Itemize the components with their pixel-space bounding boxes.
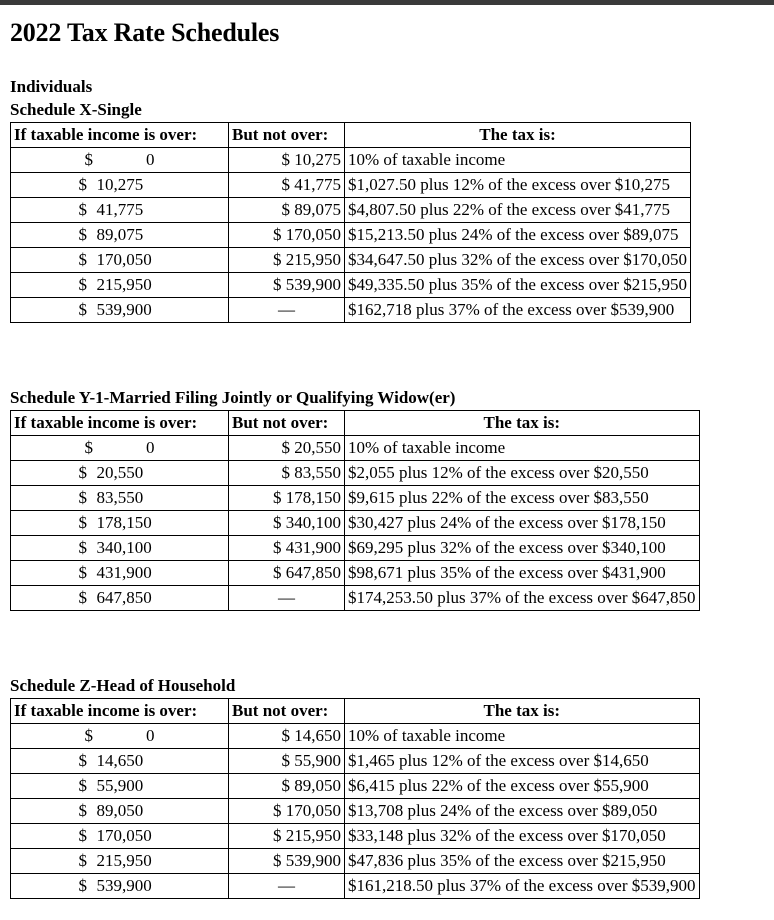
table-row <box>11 148 691 173</box>
income-over-cell <box>11 774 229 799</box>
header-tax: The tax is: <box>345 411 700 436</box>
table-row <box>11 173 691 198</box>
tax-cell: $4,807.50 plus 22% of the excess over $41,775 <box>345 198 691 223</box>
schedule-title: Schedule X-Single <box>10 100 142 119</box>
income-over-cell <box>11 799 229 824</box>
income-over-amount: 170,050 <box>96 250 152 269</box>
currency-symbol: $ <box>78 175 87 194</box>
income-over-amount: 178,150 <box>96 513 152 532</box>
header-not-over: But not over: <box>229 123 345 148</box>
not-over-cell: $ 431,900 <box>229 536 345 561</box>
tax-cell: $13,708 plus 24% of the excess over $89,050 <box>345 799 700 824</box>
tax-cell: $98,671 plus 35% of the excess over $431,900 <box>345 561 700 586</box>
income-over-cell <box>11 461 229 486</box>
not-over-cell: $ 41,775 <box>229 173 345 198</box>
currency-symbol: $ <box>78 801 87 820</box>
not-over-cell: — <box>229 586 345 611</box>
currency-symbol: $ <box>78 275 87 294</box>
table-row <box>11 223 691 248</box>
tax-cell: 10% of taxable income <box>345 148 691 173</box>
tax-cell: $47,836 plus 35% of the excess over $215,950 <box>345 849 700 874</box>
income-over-amount: 0 <box>146 150 155 169</box>
currency-symbol: $ <box>78 513 87 532</box>
not-over-cell: $ 215,950 <box>229 824 345 849</box>
currency-symbol: $ <box>78 538 87 557</box>
income-over-amount: 20,550 <box>96 463 144 482</box>
currency-symbol: $ <box>78 225 87 244</box>
header-tax: The tax is: <box>345 699 700 724</box>
table-row <box>11 561 700 586</box>
section-label: Individuals <box>10 77 93 96</box>
table-row <box>11 461 700 486</box>
currency-symbol: $ <box>84 726 93 745</box>
tax-cell: 10% of taxable income <box>345 724 700 749</box>
currency-symbol: $ <box>84 150 93 169</box>
income-over-amount: 539,900 <box>96 876 152 895</box>
header-not-over: But not over: <box>229 699 345 724</box>
tax-cell: $174,253.50 plus 37% of the excess over $647,850 <box>345 586 700 611</box>
table-row <box>11 849 700 874</box>
income-over-cell <box>11 561 229 586</box>
header-not-over: But not over: <box>229 411 345 436</box>
not-over-cell: $ 539,900 <box>229 273 345 298</box>
currency-symbol: $ <box>78 300 87 319</box>
not-over-cell: $ 340,100 <box>229 511 345 536</box>
income-over-cell <box>11 511 229 536</box>
schedule-table <box>10 698 700 899</box>
not-over-cell: $ 89,050 <box>229 774 345 799</box>
table-row <box>11 799 700 824</box>
income-over-cell <box>11 298 229 323</box>
table-row <box>11 248 691 273</box>
tax-cell: $15,213.50 plus 24% of the excess over $89,075 <box>345 223 691 248</box>
not-over-cell: — <box>229 298 345 323</box>
income-over-amount: 83,550 <box>96 488 144 507</box>
schedule-table <box>10 410 700 611</box>
tax-cell: $30,427 plus 24% of the excess over $178,150 <box>345 511 700 536</box>
income-over-cell <box>11 148 229 173</box>
table-row <box>11 536 700 561</box>
income-over-cell <box>11 874 229 899</box>
tax-cell: $9,615 plus 22% of the excess over $83,550 <box>345 486 700 511</box>
table-row <box>11 486 700 511</box>
header-tax: The tax is: <box>345 123 691 148</box>
income-over-amount: 41,775 <box>96 200 144 219</box>
tax-cell: $2,055 plus 12% of the excess over $20,550 <box>345 461 700 486</box>
income-over-cell <box>11 824 229 849</box>
currency-symbol: $ <box>78 250 87 269</box>
income-over-amount: 14,650 <box>96 751 144 770</box>
income-over-cell <box>11 749 229 774</box>
tax-cell: $34,647.50 plus 32% of the excess over $170,050 <box>345 248 691 273</box>
not-over-cell: $ 55,900 <box>229 749 345 774</box>
tax-cell: $1,027.50 plus 12% of the excess over $10,275 <box>345 173 691 198</box>
currency-symbol: $ <box>78 851 87 870</box>
header-row <box>11 411 700 436</box>
currency-symbol: $ <box>78 826 87 845</box>
income-over-amount: 431,900 <box>96 563 152 582</box>
income-over-cell <box>11 586 229 611</box>
currency-symbol: $ <box>78 588 87 607</box>
schedule-title: Schedule Y-1-Married Filing Jointly or Qualifying Widow(er) <box>10 388 456 407</box>
income-over-amount: 0 <box>146 438 155 457</box>
currency-symbol: $ <box>78 751 87 770</box>
header-row <box>11 699 700 724</box>
income-over-amount: 215,950 <box>96 851 152 870</box>
income-over-cell <box>11 849 229 874</box>
table-row <box>11 511 700 536</box>
not-over-cell: $ 539,900 <box>229 849 345 874</box>
currency-symbol: $ <box>78 200 87 219</box>
header-income-over: If taxable income is over: <box>11 411 229 436</box>
table-row <box>11 774 700 799</box>
top-border <box>0 0 774 5</box>
not-over-cell: $ 83,550 <box>229 461 345 486</box>
schedule-table <box>10 122 691 323</box>
not-over-cell: $ 89,075 <box>229 198 345 223</box>
income-over-amount: 0 <box>146 726 155 745</box>
not-over-cell: $ 170,050 <box>229 799 345 824</box>
income-over-cell <box>11 724 229 749</box>
not-over-cell: $ 215,950 <box>229 248 345 273</box>
not-over-cell: $ 20,550 <box>229 436 345 461</box>
income-over-cell <box>11 248 229 273</box>
tax-cell: $162,718 plus 37% of the excess over $539,900 <box>345 298 691 323</box>
income-over-cell <box>11 223 229 248</box>
table-row <box>11 824 700 849</box>
tax-cell: $33,148 plus 32% of the excess over $170,050 <box>345 824 700 849</box>
tax-cell: $161,218.50 plus 37% of the excess over $539,900 <box>345 874 700 899</box>
schedule-title: Schedule Z-Head of Household <box>10 676 236 695</box>
income-over-amount: 647,850 <box>96 588 152 607</box>
income-over-cell <box>11 273 229 298</box>
header-row <box>11 123 691 148</box>
income-over-amount: 89,050 <box>96 801 144 820</box>
currency-symbol: $ <box>84 438 93 457</box>
tax-cell: $6,415 plus 22% of the excess over $55,900 <box>345 774 700 799</box>
income-over-cell <box>11 436 229 461</box>
table-row <box>11 436 700 461</box>
table-row <box>11 749 700 774</box>
income-over-cell <box>11 536 229 561</box>
tax-cell: $49,335.50 plus 35% of the excess over $215,950 <box>345 273 691 298</box>
not-over-cell: $ 14,650 <box>229 724 345 749</box>
not-over-cell: $ 647,850 <box>229 561 345 586</box>
income-over-cell <box>11 173 229 198</box>
income-over-amount: 89,075 <box>96 225 144 244</box>
currency-symbol: $ <box>78 463 87 482</box>
table-row <box>11 874 700 899</box>
page-title: 2022 Tax Rate Schedules <box>10 18 280 47</box>
header-income-over: If taxable income is over: <box>11 699 229 724</box>
income-over-amount: 170,050 <box>96 826 152 845</box>
currency-symbol: $ <box>78 563 87 582</box>
tax-cell: $69,295 plus 32% of the excess over $340,100 <box>345 536 700 561</box>
tax-cell: $1,465 plus 12% of the excess over $14,650 <box>345 749 700 774</box>
table-row <box>11 198 691 223</box>
currency-symbol: $ <box>78 488 87 507</box>
income-over-amount: 55,900 <box>96 776 144 795</box>
not-over-cell: $ 178,150 <box>229 486 345 511</box>
income-over-cell <box>11 198 229 223</box>
currency-symbol: $ <box>78 876 87 895</box>
tax-cell: 10% of taxable income <box>345 436 700 461</box>
income-over-cell <box>11 486 229 511</box>
not-over-cell: $ 170,050 <box>229 223 345 248</box>
header-income-over: If taxable income is over: <box>11 123 229 148</box>
not-over-cell: — <box>229 874 345 899</box>
income-over-amount: 10,275 <box>96 175 144 194</box>
currency-symbol: $ <box>78 776 87 795</box>
table-row <box>11 298 691 323</box>
table-row <box>11 273 691 298</box>
income-over-amount: 539,900 <box>96 300 152 319</box>
table-row <box>11 724 700 749</box>
income-over-amount: 215,950 <box>96 275 152 294</box>
table-row <box>11 586 700 611</box>
income-over-amount: 340,100 <box>96 538 152 557</box>
not-over-cell: $ 10,275 <box>229 148 345 173</box>
